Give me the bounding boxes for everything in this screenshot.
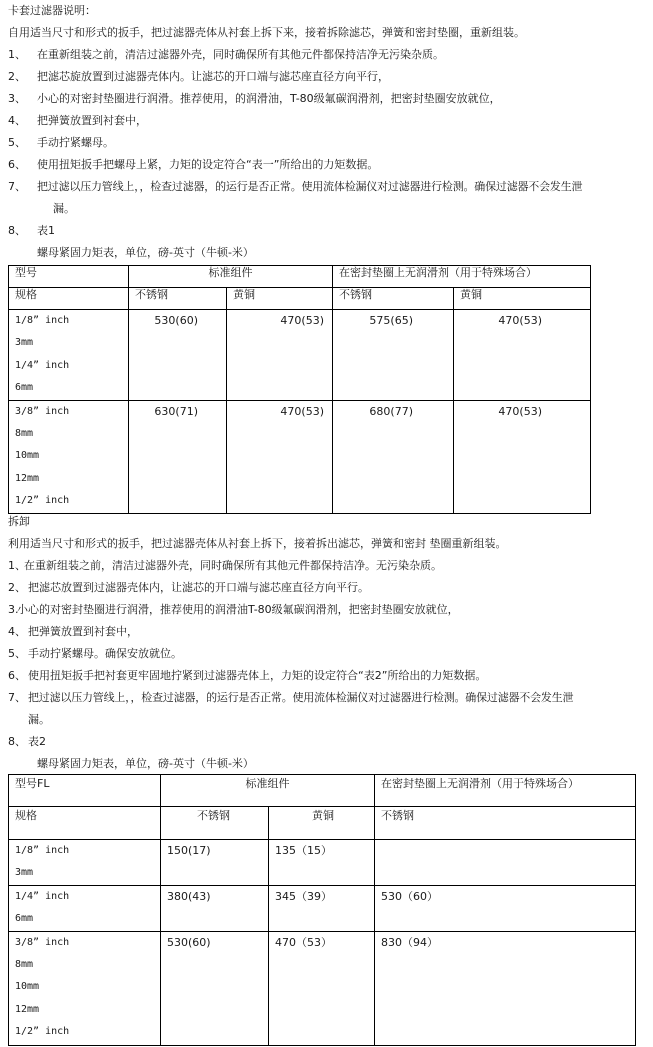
header-brass: 黄铜 — [227, 288, 333, 310]
spec-cell — [9, 885, 161, 931]
value-cell: 680(77) — [333, 400, 454, 513]
spec-value: 8mm — [15, 427, 34, 439]
header-stainless-2: 不锈钢 — [375, 807, 636, 840]
step-text: 手动拧紧螺母。 — [37, 136, 114, 149]
spec-value: 12mm — [15, 1003, 40, 1015]
spec-value: 10mm — [15, 450, 40, 462]
step-text: 在重新组装之前，清洁过滤器外壳，同时确保所有其他元件都保持洁净。无污染杂质。 — [24, 559, 442, 572]
step-number: 7、 — [8, 691, 26, 704]
spec-value: 3mm — [15, 867, 34, 879]
header-standard: 标准组件 — [129, 266, 333, 288]
step-number: 4、 — [8, 114, 26, 127]
spec-value: 1/4” inch — [15, 890, 70, 902]
spec-value: 6mm — [15, 913, 34, 925]
table-row — [9, 885, 636, 931]
table-row — [9, 840, 636, 886]
table-row — [9, 310, 591, 401]
value-cell: 575(65) — [333, 310, 454, 401]
torque-table-2 — [8, 774, 636, 1046]
step-number: 1、 — [8, 48, 26, 61]
step-text: 把滤芯放置到过滤器壳体内，让滤芯的开口端与滤芯座直径方向平行。 — [28, 581, 369, 594]
step-number: 2、 — [8, 581, 26, 594]
step-text: 把滤芯旋放置到过滤器壳体内。让滤芯的开口端与滤芯座直径方向平行， — [37, 70, 389, 83]
step-number: 4、 — [8, 625, 26, 638]
value-cell: 530(60) — [161, 931, 269, 1045]
header-standard: 标准组件 — [161, 775, 375, 807]
spec-cell — [9, 931, 161, 1045]
table-row — [9, 931, 636, 1045]
step-number: 1、 — [8, 559, 26, 572]
table-row — [9, 400, 591, 513]
value-cell: 530（60） — [375, 885, 636, 931]
step-text: 使用扭矩扳手把螺母上紧，力矩的设定符合“表一”所给出的力矩数据。 — [37, 158, 379, 171]
step-number: 3、 — [8, 92, 26, 105]
step-text: 把过滤以压力管线上，，检查过滤器，的运行是否正常。使用流体检漏仪对过滤器进行检测。确保过滤器不会发生泄 — [28, 691, 574, 704]
value-cell: 470（53） — [269, 931, 375, 1045]
step-text: 手动拧紧螺母。确保安放就位。 — [28, 647, 182, 660]
step-text: 在重新组装之前，清洁过滤器外壳，同时确保所有其他元件都保持洁净无污染杂质。 — [37, 48, 444, 61]
value-cell: 630(71) — [129, 400, 227, 513]
value-cell: 470(53) — [454, 310, 591, 401]
step-number: 7、 — [8, 180, 26, 193]
value-cell: 135（15） — [269, 840, 375, 886]
intro-paragraph-2: 利用适当尺寸和形式的扳手，把过滤器壳体从衬套上拆下，接着拆出滤芯，弹簧和密封 垫圈重新组装。 — [8, 537, 507, 550]
spec-value: 1/8” inch — [15, 845, 70, 856]
header-brass-2: 黄铜 — [454, 288, 591, 310]
step-text-continued: 漏。 — [28, 713, 50, 726]
value-cell: 150(17) — [161, 840, 269, 886]
header-no-lube: 在密封垫圈上无润滑剂（用于特殊场合） — [375, 775, 636, 807]
header-model: 型号 — [9, 266, 129, 288]
step-number: 6、 — [8, 158, 26, 171]
header-spec: 规格 — [9, 807, 161, 840]
spec-value: 3/8” inch — [15, 936, 70, 948]
value-cell: 470(53) — [227, 310, 333, 401]
value-cell — [375, 840, 636, 886]
section-title: 拆卸 — [8, 515, 30, 528]
spec-value: 1/4” inch — [15, 359, 70, 371]
table-header-row — [9, 775, 636, 807]
step-number: 6、 — [8, 669, 26, 682]
step-text: 使用扭矩扳手把衬套更牢固地拧紧到过滤器壳体上，力矩的设定符合“表2”所给出的力矩数据。 — [28, 669, 487, 682]
spec-value: 12mm — [15, 472, 40, 484]
step-number: 2、 — [8, 70, 26, 83]
step-number: 8、 — [8, 735, 26, 748]
spec-value: 3/8” inch — [15, 405, 70, 417]
header-spec: 规格 — [9, 288, 129, 310]
spec-value: 1/2” inch — [15, 1026, 70, 1038]
spec-cell — [9, 400, 129, 513]
spec-value: 1/8” inch — [15, 315, 70, 326]
step-text: 表1 — [37, 224, 55, 237]
step-text: 把弹簧放置到衬套中， — [37, 114, 147, 127]
step-text: 小心的对密封垫圈进行润滑。推荐使用，的润滑油，T-80级氟碳润滑剂，把密封垫圈安放就位， — [37, 92, 501, 105]
table-subheader-row — [9, 288, 591, 310]
value-cell: 380(43) — [161, 885, 269, 931]
value-cell: 470(53) — [454, 400, 591, 513]
value-cell: 470(53) — [227, 400, 333, 513]
intro-paragraph: 自用适当尺寸和形式的扳手，把过滤器壳体从衬套上拆下来，接着拆除滤芯，弹簧和密封垫圈，重新组装。 — [8, 26, 525, 39]
header-brass: 黄铜 — [269, 807, 375, 840]
header-stainless: 不锈钢 — [129, 288, 227, 310]
table2-caption: 螺母紧固力矩表，单位，磅-英寸（牛顿-米） — [37, 757, 254, 770]
spec-cell — [9, 310, 129, 401]
spec-value: 1/2” inch — [15, 495, 70, 507]
table-subheader-row — [9, 807, 636, 840]
spec-value: 8mm — [15, 958, 34, 970]
step-number: 5、 — [8, 136, 26, 149]
torque-table-1 — [8, 265, 591, 514]
spec-value: 3mm — [15, 337, 34, 349]
step-text: 表2 — [28, 735, 46, 748]
step-text: 把弹簧放置到衬套中， — [28, 625, 138, 638]
doc-title: 卡套过滤器说明： — [8, 4, 96, 17]
step-text: 小心的对密封垫圈进行润滑，推荐使用的润滑油T-80级氟碳润滑剂，把密封垫圈安放就位， — [17, 603, 459, 616]
header-stainless-2: 不锈钢 — [333, 288, 454, 310]
table-header-row — [9, 266, 591, 288]
table1-caption: 螺母紧固力矩表，单位，磅-英寸（牛顿-米） — [37, 246, 254, 259]
step-text: 把过滤以压力管线上，，检查过滤器，的运行是否正常。使用流体检漏仪对过滤器进行检测。确保过滤器不会发生泄 — [37, 180, 583, 193]
header-model: 型号FL — [9, 775, 161, 807]
step-text-continued: 漏。 — [53, 202, 75, 215]
value-cell: 345（39） — [269, 885, 375, 931]
value-cell: 530(60) — [129, 310, 227, 401]
header-no-lube: 在密封垫圈上无润滑剂（用于特殊场合） — [333, 266, 591, 288]
header-stainless: 不锈钢 — [161, 807, 269, 840]
step-number: 8、 — [8, 224, 26, 237]
spec-cell — [9, 840, 161, 886]
step-number: 3. — [8, 603, 19, 616]
step-number: 5、 — [8, 647, 26, 660]
value-cell: 830（94） — [375, 931, 636, 1045]
spec-value: 6mm — [15, 382, 34, 394]
spec-value: 10mm — [15, 981, 40, 993]
